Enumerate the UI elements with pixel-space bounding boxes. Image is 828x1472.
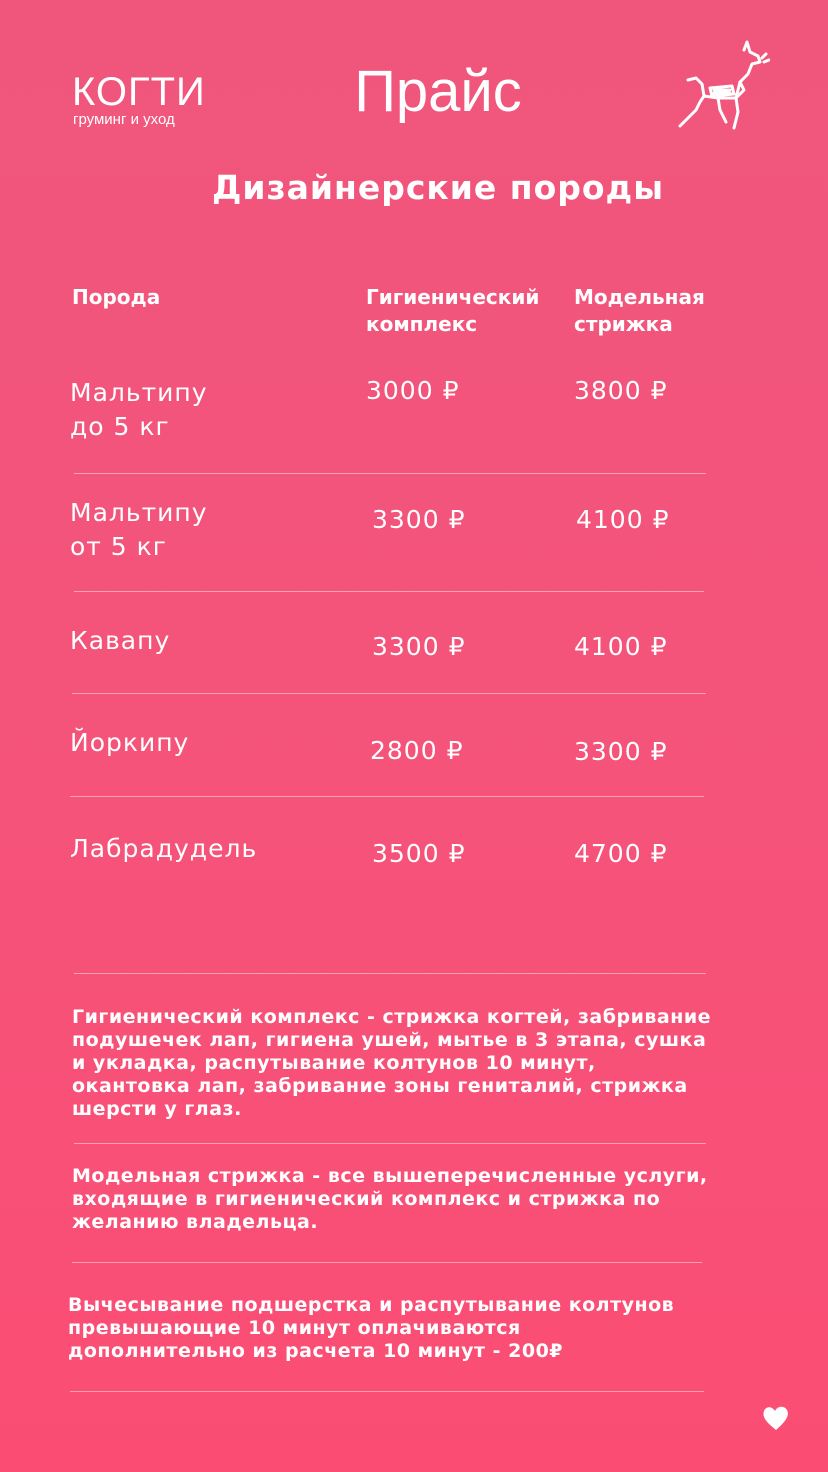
section-divider xyxy=(74,1143,706,1144)
breed-name: Йоркипу xyxy=(70,728,190,757)
table-row-breed xyxy=(70,376,208,444)
dog-sketch-icon xyxy=(674,40,770,136)
table-row-breed xyxy=(70,624,170,658)
table-row-breed xyxy=(70,832,257,866)
section-divider xyxy=(72,1262,702,1263)
hygiene-price: 3500 ₽ xyxy=(372,839,466,868)
breed-name: Мальтипу xyxy=(70,378,208,407)
row-divider xyxy=(72,693,706,694)
page-title: Прайс xyxy=(354,59,522,124)
hygiene-price: 3000 ₽ xyxy=(366,376,460,405)
extra-charge-note: Вычесывание подшерстка и распутывание колтунов превышающие 10 минут оплачиваются дополнительно из расчета 10 минут - 200₽ xyxy=(68,1294,675,1362)
brand-name: КОГТИ xyxy=(72,70,206,114)
heart-icon xyxy=(760,1402,792,1434)
model-price: 3300 ₽ xyxy=(574,737,668,766)
column-header-breed: Порода xyxy=(72,285,161,309)
model-price: 4100 ₽ xyxy=(574,632,668,661)
hygiene-price: 3300 ₽ xyxy=(372,505,466,534)
breed-weight: до 5 кг xyxy=(70,412,170,441)
model-description: Модельная стрижка - все вышеперечисленные услуги, входящие в гигиенический комплекс и стрижка по желанию владельца. xyxy=(72,1165,708,1233)
breed-name: Мальтипу xyxy=(70,498,208,527)
row-divider xyxy=(70,796,704,797)
hygiene-price: 2800 ₽ xyxy=(370,736,464,765)
section-divider xyxy=(74,973,706,974)
table-row-breed xyxy=(70,496,208,564)
model-price: 4700 ₽ xyxy=(574,839,668,868)
column-header-model: Модельная стрижка xyxy=(574,285,705,336)
hygiene-price: 3300 ₽ xyxy=(372,632,466,661)
section-divider xyxy=(70,1391,704,1392)
hygiene-description: Гигиенический комплекс - стрижка когтей, забривание подушечек лап, гигиена ушей, мытье в 3 этапа, сушка и укладка, распутывание колтунов 10 минут, окантовка лап, забривание зоны гениталий, стрижка шерсти у глаз. xyxy=(72,1006,712,1120)
section-title: Дизайнерские породы xyxy=(211,168,665,207)
model-price: 3800 ₽ xyxy=(574,376,668,405)
breed-weight: от 5 кг xyxy=(70,532,167,561)
table-row-breed xyxy=(70,726,189,760)
row-divider xyxy=(74,591,704,592)
brand-tagline: груминг и уход xyxy=(73,111,175,128)
row-divider xyxy=(74,473,706,474)
model-price: 4100 ₽ xyxy=(576,505,670,534)
column-header-hygiene: Гигиенический комплекс xyxy=(366,285,540,336)
breed-name: Лабрадудель xyxy=(70,834,258,863)
breed-name: Кавапу xyxy=(70,626,171,655)
